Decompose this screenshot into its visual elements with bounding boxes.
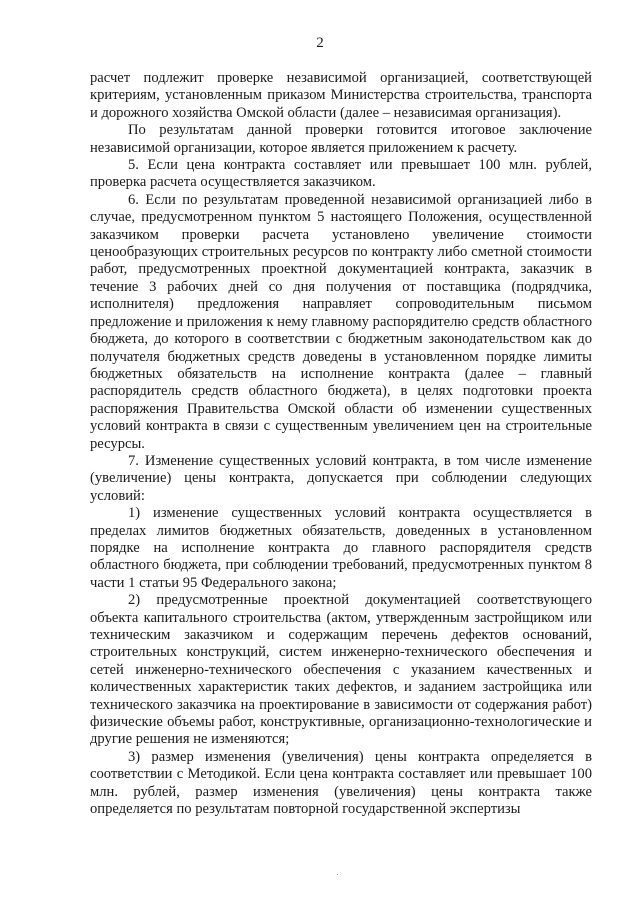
paragraph-subitem-2: 2) предусмотренные проектной документацией соответствующего объекта капитального строительства (актом, утвержденным застройщиком или техническим заказчиком и содержащим перечень дефектов оснований, строительных конструкций, систем инженерно-технического обеспечения и сетей инженерно-технического обеспечения с указанием качественных и количественных характеристик таких дефектов, и заданием застройщика или технического заказчика на проектирование в зависимости от содержания работ) физические объемы работ, конструктивные, организационно-технологические и другие решения не изменяются; (90, 592, 592, 748)
paragraph-subitem-3: 3) размер изменения (увеличения) цены контракта определяется в соответствии с Методикой. Если цена контракта составляет или превышает 100 млн. рублей, размер изменения (увеличения) цены контракта также определяется по результатам повторной государственной экспертизы (90, 748, 592, 818)
document-body (90, 70, 592, 818)
paragraph-item-6: 6. Если по результатам проведенной независимой организацией либо в случае, предусмотренном пунктом 5 настоящего Положения, осуществленной заказчиком проверки расчета установлено увеличение стоимости ценообразующих строительных ресурсов по контракту либо сметной стоимости работ, предусмотренных проектной документацией контракта, заказчик в течение 3 рабочих дней со дня получения от поставщика (подрядчика, исполнителя) предложения направляет сопроводительным письмом предложение и приложения к нему главному распорядителю средств областного бюджета, до которого в соответствии с бюджетным законодательством как до получателя бюджетных средств доведены в установленном порядке лимиты бюджетных обязательств на исполнение контракта (далее – главный распорядитель средств областного бюджета), в целях подготовки проекта распоряжения Правительства Омской области об изменении существенных условий контракта в связи с существенным увеличением цен на строительные ресурсы. (90, 191, 592, 452)
paragraph-subitem-1: 1) изменение существенных условий контракта осуществляется в пределах лимитов бюджетных обязательств, доведенных в установленном порядке на исполнение контракта до главного распорядителя средств областного бюджета, при соблюдении требований, предусмотренных пунктом 8 части 1 статьи 95 Федерального закона; (90, 505, 592, 591)
paragraph-item-7: 7. Изменение существенных условий контракта, в том числе изменение (увеличение) цены контракта, допускается при соблюдении следующих условий: (90, 452, 592, 504)
paragraph-item-5: 5. Если цена контракта составляет или превышает 100 млн. рублей, проверка расчета осуществляется заказчиком. (90, 157, 592, 191)
paragraph-independent-organization: расчет подлежит проверке независимой организацией, соответствующей критериям, установленным приказом Министерства строительства, транспорта и дорожного хозяйства Омской области (далее – независимая организация). (90, 70, 592, 121)
scan-speck (337, 874, 338, 875)
page-number: 2 (316, 35, 324, 51)
paragraph-final-conclusion: По результатам данной проверки готовится итоговое заключение независимой организации, которое является приложением к расчету. (90, 122, 592, 156)
